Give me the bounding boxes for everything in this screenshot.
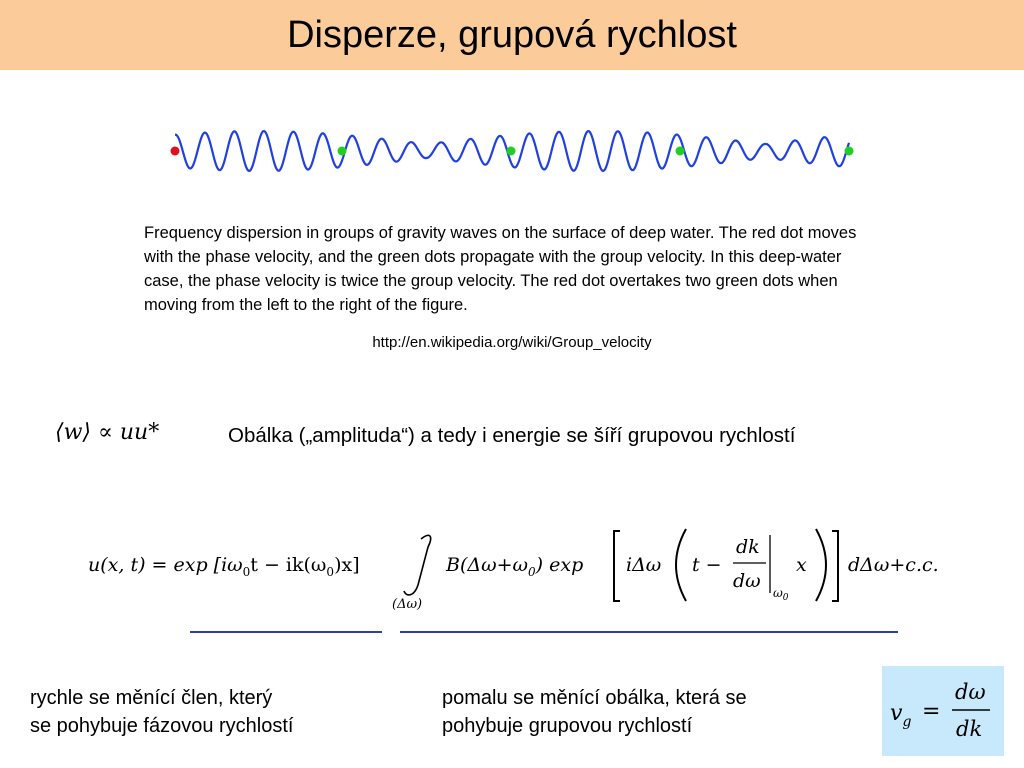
envelope-underline: [400, 631, 898, 633]
figure-caption: Frequency dispersion in groups of gravity waves on the surface of deep water. The red dot moves with the phase velocity, and the green dots propagate with the group velocity. In this deep-water case, the phase velocity is twice the group velocity. The red dot overtakes two green dots when moving from the left to the right of the figure.: [144, 224, 857, 314]
vg-numerator: dω: [955, 680, 986, 704]
wave-figure: [168, 120, 858, 182]
frac-denominator: dω: [733, 570, 761, 592]
envelope-line-2: pohybuje grupovou rychlostí: [442, 715, 693, 737]
envelope-formula: ⟨w⟩ ∝ uu*: [55, 420, 160, 445]
frac-numerator: dk: [736, 536, 760, 558]
title-bar: [0, 0, 1024, 70]
svg-text:=: =: [922, 699, 941, 724]
left-paren: [676, 529, 686, 601]
red-dot: [171, 147, 180, 156]
group-velocity-box: [882, 666, 1004, 756]
integral-lower-limit: (Δω): [392, 597, 423, 612]
envelope-label: [442, 684, 747, 740]
green-dot: [676, 147, 685, 156]
main-equation: [88, 525, 968, 615]
svg-text:ω0: $\omega_0$: [773, 586, 789, 603]
right-bracket: [832, 531, 838, 601]
eq-tail: dΔω+c.c.: [848, 554, 939, 576]
green-dot: [338, 147, 347, 156]
envelope-statement: Obálka („amplituda“) a tedy i energie se šíří grupovou rychlostí: [228, 424, 796, 447]
green-dot: [845, 147, 854, 156]
left-bracket: [614, 531, 620, 601]
fast-term-underline: [190, 631, 382, 633]
svg-text:iΔω: iΔω: [626, 554, 662, 576]
group-velocity-formula: [882, 666, 1004, 756]
svg-text:x: x: [796, 554, 807, 576]
fast-term-line-1: rychle se měnící člen, který: [30, 687, 273, 709]
svg-text:vg: $v_g$: [890, 701, 912, 730]
fast-term-line-2: se pohybuje fázovou rychlostí: [30, 715, 294, 737]
slide-title: Disperze, grupová rychlost: [287, 13, 737, 56]
green-dot: [507, 147, 516, 156]
svg-text:B(Δω+ω0) exp: $B(\Delta\omega+\omega_0)$ exp: [446, 554, 584, 579]
fast-term-label: [30, 684, 294, 740]
source-link[interactable]: http://en.wikipedia.org/wiki/Group_velocity: [372, 334, 652, 351]
svg-text:t −: t −: [692, 554, 722, 576]
right-paren: [816, 529, 826, 601]
integral-sign: [404, 535, 431, 595]
svg-text:u(x, t) = exp [iω0t − ik(ω0)x]: u(x, $t) = \exp [i\omega_0t - ik(\omega_0)x]$: [88, 554, 360, 579]
envelope-line-1: pomalu se měnící obálka, která se: [442, 687, 747, 709]
eq-lhs: u(x, t) = exp [iω: [88, 554, 243, 576]
vg-denominator: dk: [956, 717, 983, 741]
